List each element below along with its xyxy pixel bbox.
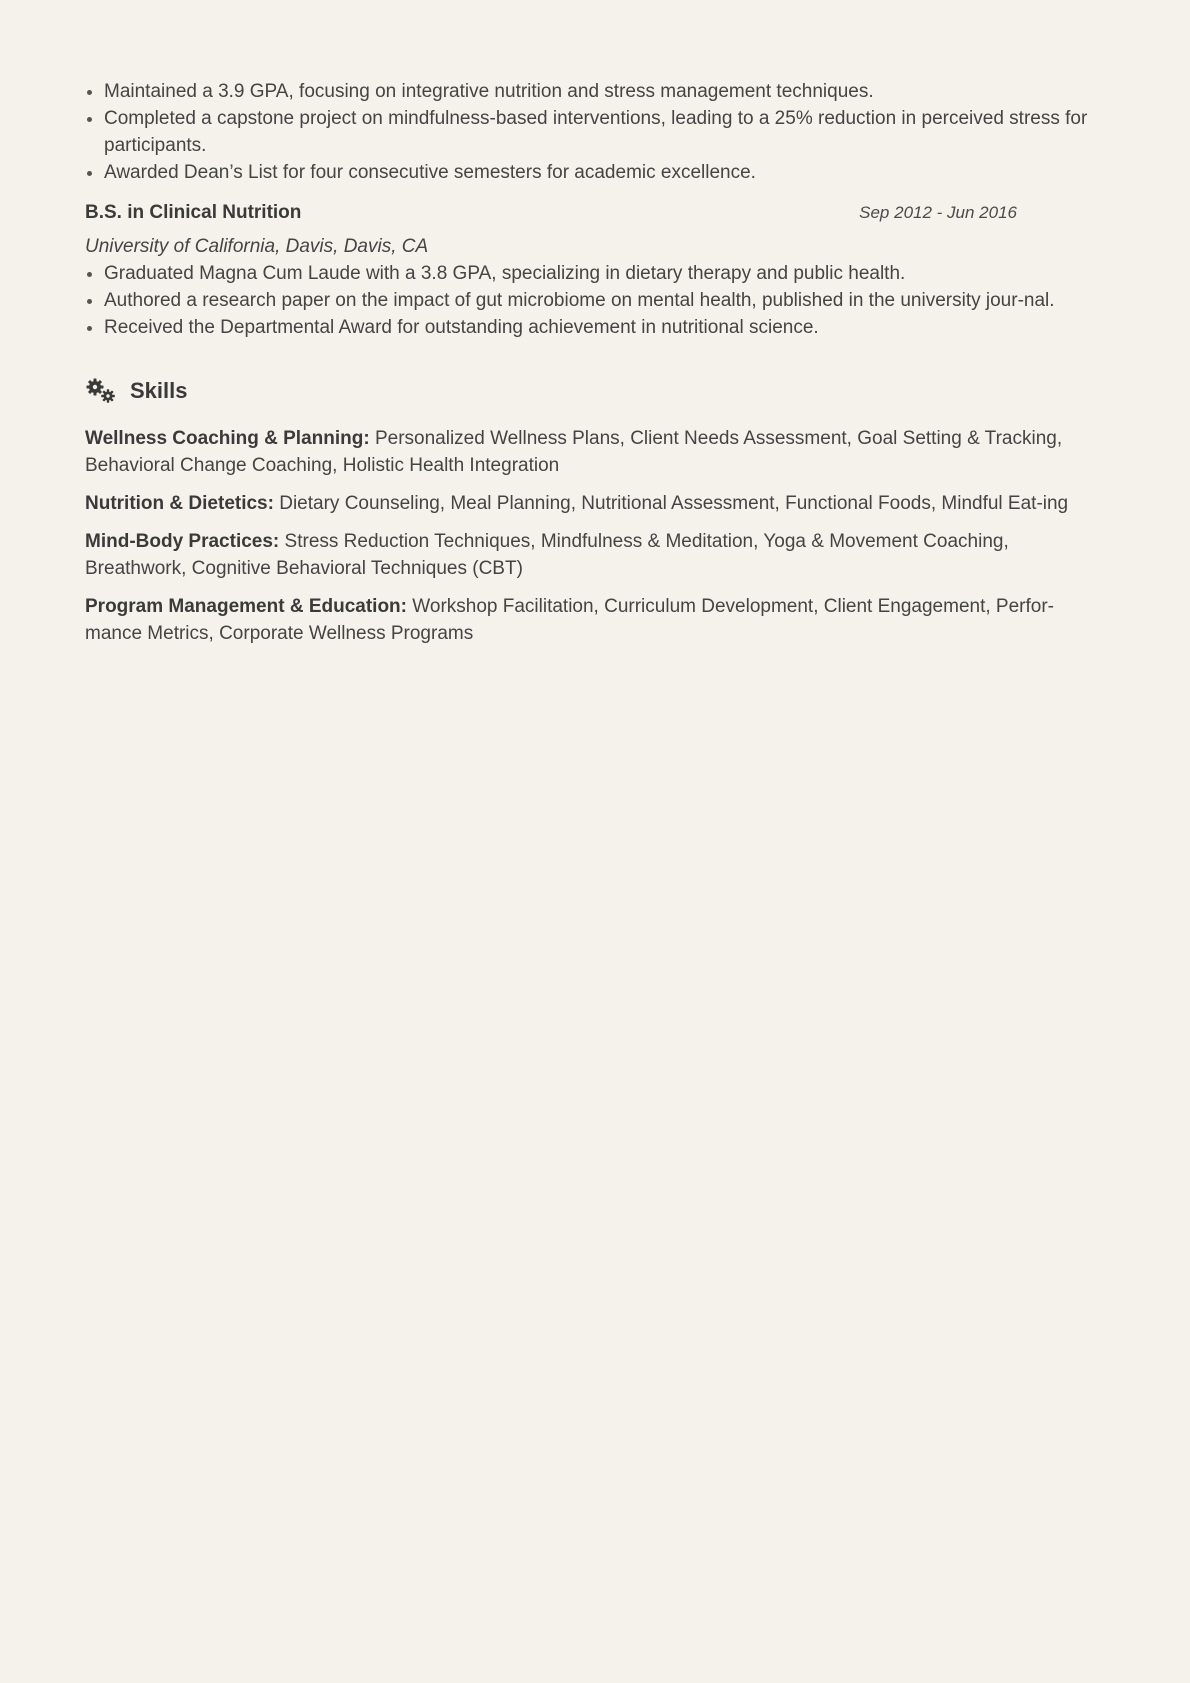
- skill-label: Wellness Coaching & Planning:: [85, 428, 370, 449]
- list-item: Graduated Magna Cum Laude with a 3.8 GPA, specializing in dietary therapy and public health.: [85, 260, 1105, 287]
- skills-section-header: [85, 377, 1105, 405]
- skill-item: [85, 490, 1105, 517]
- list-item: Awarded Dean’s List for four consecutive semesters for academic excellence.: [85, 159, 1105, 186]
- education-prev-bullets: [85, 78, 1105, 186]
- section-title: Skills: [130, 378, 188, 403]
- skill-item: [85, 425, 1105, 479]
- gears-icon: [85, 377, 117, 405]
- skill-label: Program Management & Education:: [85, 596, 407, 617]
- degree-title: B.S. in Clinical Nutrition: [85, 202, 302, 223]
- list-item: Received the Departmental Award for outstanding achievement in nutritional science.: [85, 314, 1105, 341]
- skill-label: Mind-Body Practices:: [85, 531, 280, 552]
- skill-text: Personalized Wellness Plans, Client Needs Assessment, Goal Setting & Tracking, Behavioral Change Coaching, Holistic Health Integration: [85, 428, 1063, 476]
- skill-item: [85, 528, 1105, 582]
- school-name: University of California, Davis, Davis, CA: [85, 236, 429, 257]
- education-bs-bullets: [85, 260, 1105, 341]
- skill-item: [85, 593, 1105, 647]
- skill-text: Dietary Counseling, Meal Planning, Nutritional Assessment, Functional Foods, Mindful Eat-ing: [279, 493, 1069, 514]
- skills-list: [85, 425, 1105, 647]
- skill-text: Stress Reduction Techniques, Mindfulness & Meditation, Yoga & Movement Coaching, Breathwork, Cognitive Behavioral Techniques (CBT): [85, 531, 1009, 579]
- list-item: Maintained a 3.9 GPA, focusing on integrative nutrition and stress management techniques.: [85, 78, 1105, 105]
- skill-text: Workshop Facilitation, Curriculum Development, Client Engagement, Perfor-mance Metrics, Corporate Wellness Programs: [85, 596, 1054, 644]
- list-item: Authored a research paper on the impact of gut microbiome on mental health, published in the university jour-nal.: [85, 287, 1105, 314]
- list-item: Completed a capstone project on mindfulness-based interventions, leading to a 25% reduction in perceived stress for participants.: [85, 105, 1105, 159]
- degree-dates: Sep 2012 - Jun 2016: [859, 203, 1017, 222]
- degree-header: [85, 200, 1105, 226]
- skill-label: Nutrition & Dietetics:: [85, 493, 274, 514]
